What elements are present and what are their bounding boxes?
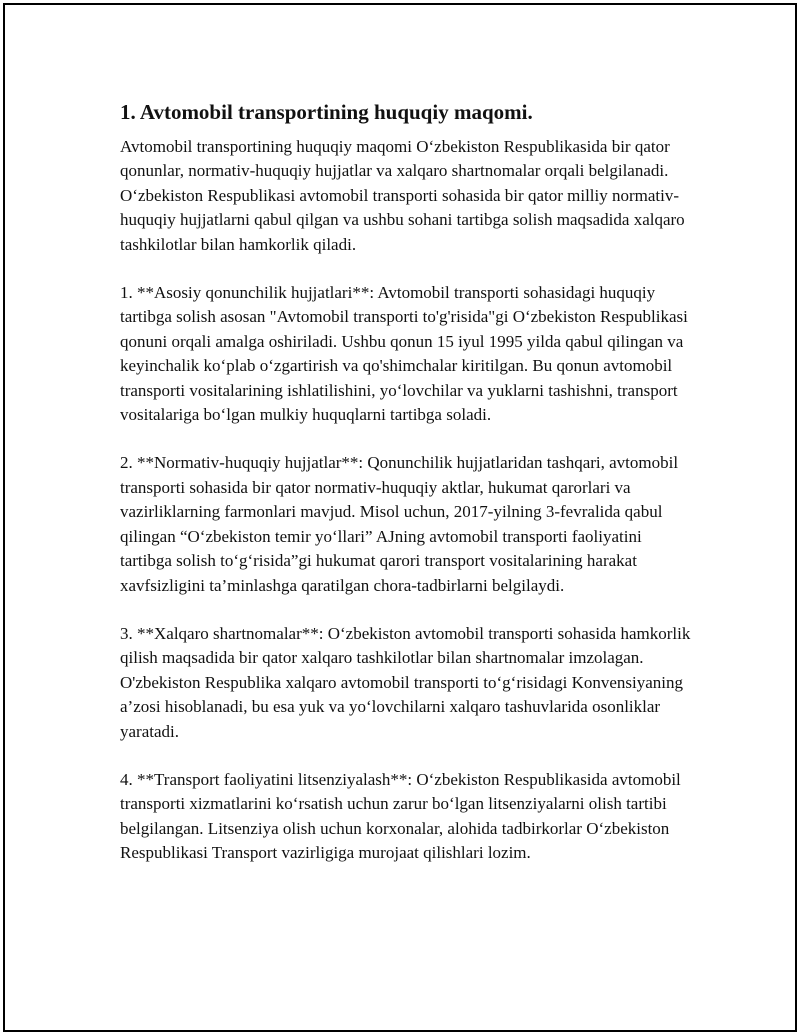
section-3-paragraph: 3. **Xalqaro shartnomalar**: O‘zbekiston avtomobil transporti sohasida hamkorlik qilish maqsadida bir qator xalqaro tashkilotlar bilan shartnomalar imzolagan. O'zbekiston Respublika xalqaro avtomobil transporti to‘g‘risidagi Konvensiyaning a’zosi hisoblanadi, bu esa yuk va yo‘lovchilarni xalqaro tashuvlarida osonliklar yaratadi. (120, 623, 691, 741)
intro-paragraph: Avtomobil transportining huquqiy maqomi O‘zbekiston Respublikasida bir qator qonunlar, normativ-huquqiy hujjatlar va xalqaro shartnomalar orqali belgilanadi. O‘zbekiston Respublikasi avtomobil transporti sohasida bir qator milliy normativ-huquqiy hujjatlarni qabul qilgan va ushbu sohani tartibga solish maqsadida xalqaro tashkilotlar bilan hamkorlik qiladi. (120, 137, 685, 254)
section-1-paragraph: 1. **Asosiy qonunchilik hujjatlari**: Avtomobil transporti sohasidagi huquqiy tartibga solish asosan "Avtomobil transporti to'g'risida"gi O‘zbekiston Respublikasi qonuni orqali amalga oshiriladi. Ushbu qonun 15 iyul 1995 yilda qabul qilingan va keyinchalik ko‘plab o‘zgartirish va qo'shimchalar kiritilgan. Bu qonun avtomobil transporti vositalarining ishlatilishini, yo‘lovchilar va yuklarni tashishni, transport vositalariga bo‘lgan mulkiy huquqlarni tartibga soladi. (120, 283, 688, 425)
document-title: 1. Avtomobil transportining huquqiy maqomi. (120, 100, 533, 124)
section-2-paragraph: 2. **Normativ-huquqiy hujjatlar**: Qonunchilik hujjatlaridan tashqari, avtomobil transporti sohasida bir qator normativ-huquqiy aktlar, hukumat qarorlari va vazirliklarning farmonlari mavjud. Misol uchun, 2017-yilning 3-fevralida qabul qilingan “O‘zbekiston temir yo‘llari” AJning avtomobil transporti faoliyatini tartibga solish to‘g‘risida”gi hukumat qarori transport vositalarining harakat xavfsizligini ta’minlashga qaratilgan chora-tadbirlarni belgilaydi. (120, 453, 679, 595)
document-page (3, 3, 797, 1032)
document-body (120, 98, 695, 890)
section-4-paragraph: 4. **Transport faoliyatini litsenziyalash**: O‘zbekiston Respublikasida avtomobil transporti xizmatlarini ko‘rsatish uchun zarur bo‘lgan litsenziyalarni olish tartibi belgilangan. Litsenziya olish uchun korxonalar, alohida tadbirkorlar O‘zbekiston Respublikasi Transport vazirligiga murojaat qilishlari lozim. (120, 769, 681, 863)
